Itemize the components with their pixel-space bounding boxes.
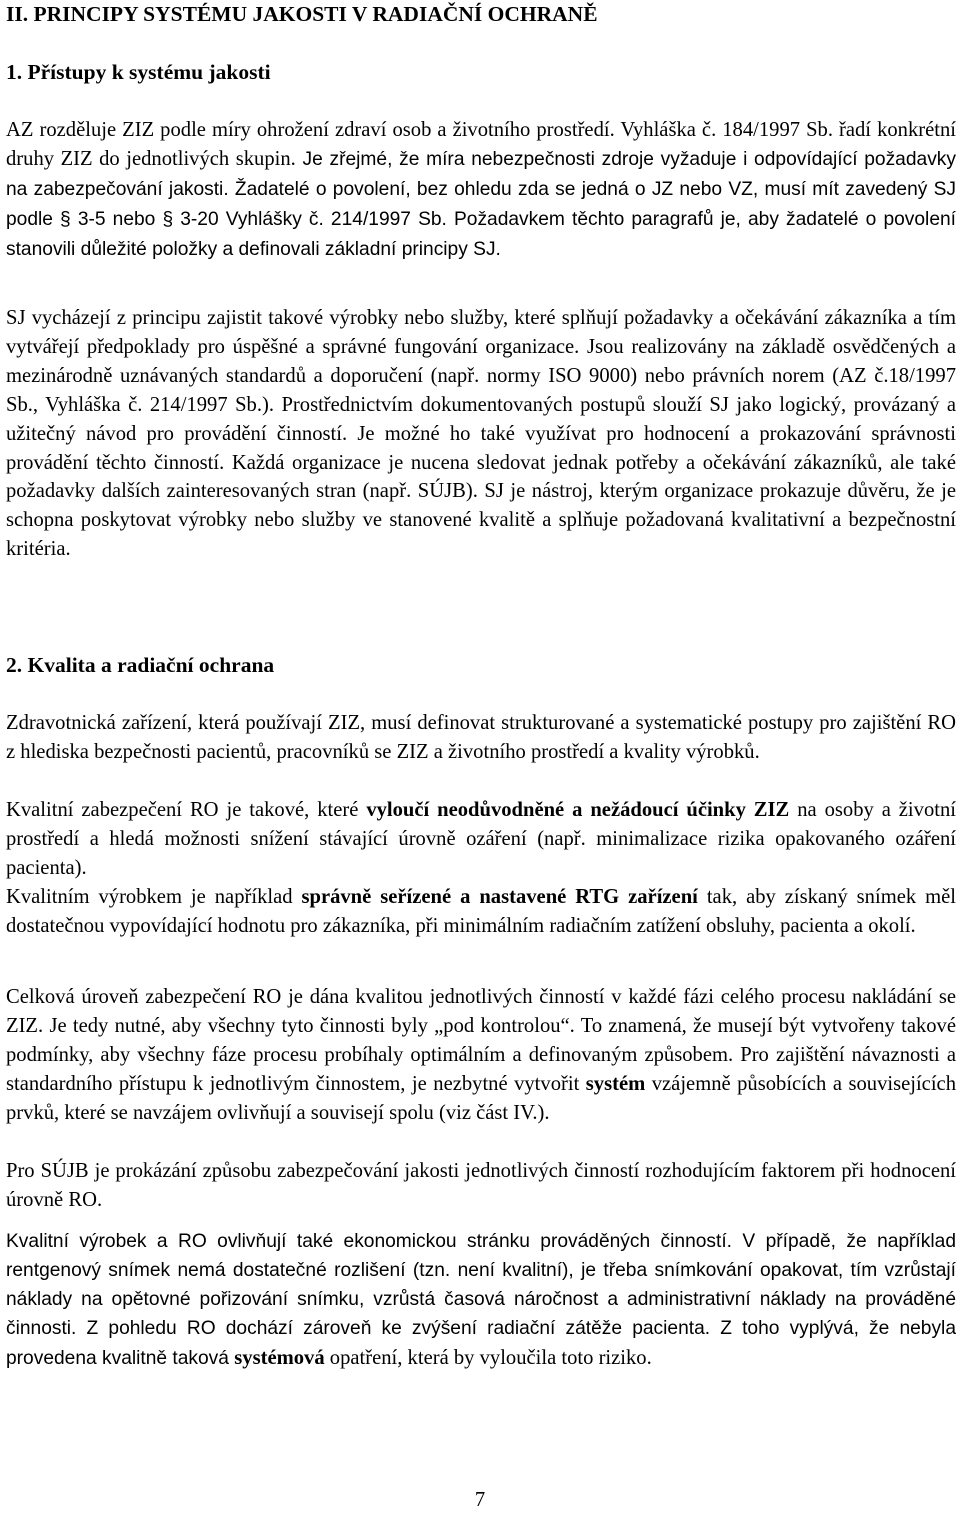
section-2-paragraph-1: Zdravotnická zařízení, která používají ZIZ, musí definovat strukturované a systematické postupy pro zajištění RO z hlediska bezpečnosti pacientů, pracovníků se ZIZ a životního prostředí a kvality výrobků. (6, 712, 956, 763)
text-run: AZ rozděluje ZIZ podle míry ohrožení zdraví osob a životního prostředí. Vyhláška č. 184/1997 Sb. řadí konkrétní druhy ZIZ do jednotlivých skupin. (6, 119, 956, 170)
text-run: Požadavkem těchto paragrafů je, aby žadatelé o povolení stanovili důležité položky a definovali základní principy SJ. (6, 208, 956, 260)
text-run: tak, aby získaný snímek měl dostatečnou vypovídající hodnotu pro zákazníka, při minimálním radiačním zatížení obsluhy, pacienta a okolí. (6, 886, 956, 937)
text-run: Je zřejmé, že míra nebezpečnosti zdroje vyžaduje i odpovídající požadavky na zabezpečování jakosti. (6, 148, 956, 200)
section-2-paragraph-6 (6, 1228, 956, 1374)
text-run: Celková úroveň zabezpečení RO je dána kvalitou jednotlivých činností v každé fázi celého procesu nakládání se ZIZ. (6, 986, 956, 1037)
emphasis: systémová (234, 1346, 325, 1369)
text-run: vzájemně působících a souvisejících prvků, které se navzájem ovlivňují a souvisejí spolu (viz část IV.). (6, 1072, 956, 1124)
text-run: Kvalitní zabezpečení RO je takové, které (6, 799, 367, 821)
text-run: Kvalitní výrobek a RO ovlivňují také ekonomickou stránku prováděných činností. V případě, že například rentgenový snímek nemá dostatečné rozlišení (tzn. není kvalitní), je třeba snímkování opakovat, tím vzrůstají náklady na opětovné pořizování snímku, vzrůstá časová náročnost a administrativní náklady na prováděné činnosti. Z pohledu RO dochází zároveň ke zvýšení radiační zátěže pacienta. Z toho vyplývá, že nebyla provedena kvalitně taková (6, 1231, 956, 1369)
section-2-paragraph-3 (6, 883, 956, 941)
section-2-paragraph-2 (6, 796, 956, 883)
section-1-heading: 1. Přístupy k systému jakosti (6, 60, 271, 84)
text-run: Kvalitním výrobkem je například (6, 886, 302, 908)
emphasis: správně seřízené a nastavené RTG zařízení (301, 886, 698, 908)
page-number: 7 (474, 1489, 486, 1511)
section-2-paragraph-5: Pro SÚJB je prokázání způsobu zabezpečování jakosti jednotlivých činností rozhodujícím faktorem při hodnocení úrovně RO. (6, 1160, 956, 1211)
section-1-paragraph-1 (6, 116, 956, 265)
section-1-paragraph-2: SJ vycházejí z principu zajistit takové výrobky nebo služby, které splňují požadavky a očekávání zákazníka a tím vytvářejí předpoklady pro úspěšné a správné fungování organizace. Jsou realizovány na základě osvědčených a mezinárodně uznávaných standardů a doporučení (např. normy ISO 9000) nebo právních norem (AZ č.18/1997 Sb., Vyhláška č. 214/1997 Sb.). Prostřednictvím dokumentovaných postupů slouží SJ jako logický, provázaný a užitečný návod pro provádění činností. Je možné ho také využívat pro hodnocení a prokazování správnosti provádění těchto činností. Každá organizace je nucena sledovat jednak potřeby a očekávání zákazníků, ale také požadavky dalších zainteresovaných stran (např. SÚJB). SJ je nástroj, kterým organizace prokazuje důvěru, že je schopna poskytovat výrobky nebo služby ve stanovené kvalitě a splňuje požadovaná kvalitativní a bezpečnostní kritéria. (6, 307, 956, 561)
section-2-heading: 2. Kvalita a radiační ochrana (6, 653, 275, 677)
emphasis: systém (585, 1072, 646, 1095)
text-run: Je tedy nutné, aby všechny tyto činnosti byly „pod kontrolou“. To znamená, že musejí být vytvořeny takové podmínky, aby všechny fáze procesu probíhaly optimálním a definovaným způsobem. Pro zajištění návaznosti a standardního přístupu k jednotlivým činnostem, je nezbytné vytvořit (6, 1014, 956, 1095)
text-run: na osoby a životní prostředí a hledá možnosti snížení stávající úrovně ozáření (např. minimalizace rizika opakovaného ozáření pacienta). (6, 799, 956, 879)
text-run: Žadatelé o povolení, bez ohledu zda se jedná o JZ nebo VZ, musí mít zavedený SJ podle § 3-5 nebo § 3-20 Vyhlášky č. 214/1997 Sb. (6, 178, 956, 230)
emphasis: vyloučí neodůvodněné a nežádoucí účinky ZIZ (366, 799, 790, 821)
section-2-paragraph-4 (6, 983, 956, 1128)
text-run: opatření, která by vyloučila toto riziko. (324, 1346, 652, 1369)
chapter-title: II. PRINCIPY SYSTÉMU JAKOSTI V RADIAČNÍ OCHRANĚ (6, 2, 598, 26)
